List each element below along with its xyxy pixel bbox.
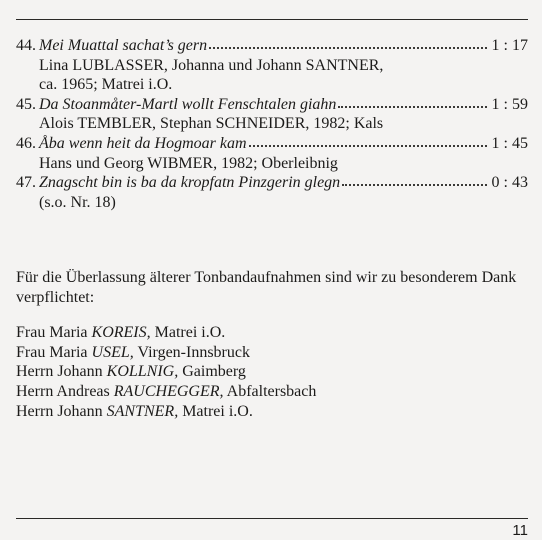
donor-surname: RAUCHEGGER, [113,382,224,400]
track-performers: Lina LUBLASSER, Johanna und Johann SANTNER, [39,56,384,74]
dot-leader [342,175,486,187]
track-entry [16,173,528,212]
donor-surname: KOLLNIG, [106,363,179,381]
dot-leader [209,38,486,50]
donor-place: Virgen-Innsbruck [137,343,250,361]
track-title: Mei Muattal sachat’s gern [39,37,208,54]
track-date-place: ca. 1965; Matrei i.O. [39,76,173,94]
track-duration: 1 : 45 [491,134,528,152]
acknowledgements [16,268,528,421]
donor-prefix: Herrn Andreas [16,382,110,400]
track-entry [16,95,528,134]
track-performers: Hans und Georg WIBMER, 1982; Oberleibnig [39,154,338,172]
track-entry [16,36,528,95]
donor-prefix: Frau Maria [16,343,88,361]
track-title: Da Stoanmåter-Martl wollt Fenschtalen giahn [39,95,337,113]
track-number: 47. [16,174,36,192]
track-number: 46. [16,134,36,152]
track-entry [16,134,528,173]
track-duration: 0 : 43 [491,174,528,192]
donor-place: Abfaltersbach [226,382,317,400]
track-title: Znagscht bin is ba da kropfatn Pinzgerin glegn [39,174,341,192]
donor-surname: SANTNER, [106,402,179,420]
dot-leader [338,97,486,109]
donor-surname: USEL, [91,343,134,361]
track-duration: 1 : 17 [491,37,528,54]
bottom-rule [16,518,528,519]
top-rule [16,19,528,20]
donor-prefix: Herrn Johann [16,402,103,420]
donor-line [16,382,528,402]
track-number: 45. [16,95,36,113]
donor-line [16,323,528,343]
acknowledgements-intro: Für die Überlassung älterer Tonbandaufnahmen sind wir zu besonderem Dank verpflichtet: [16,269,517,306]
page-number: 11 [512,522,528,539]
track-list [16,36,528,212]
track-number: 44. [16,37,36,54]
donor-place: Gaimberg [182,363,246,381]
donor-prefix: Herrn Johann [16,363,103,381]
donor-line [16,362,528,382]
donor-line [16,402,528,422]
track-duration: 1 : 59 [491,95,528,113]
dot-leader [249,136,487,148]
donor-place: Matrei i.O. [154,324,226,342]
track-performers: Alois TEMBLER, Stephan SCHNEIDER, 1982; Kals [39,115,384,133]
donor-prefix: Frau Maria [16,324,88,342]
donor-surname: KOREIS, [91,324,151,342]
track-title: Åba wenn heit da Hogmoar kam [39,134,247,152]
track-reference: (s.o. Nr. 18) [39,193,116,211]
donor-place: Matrei i.O. [182,402,253,420]
donor-line [16,343,528,363]
